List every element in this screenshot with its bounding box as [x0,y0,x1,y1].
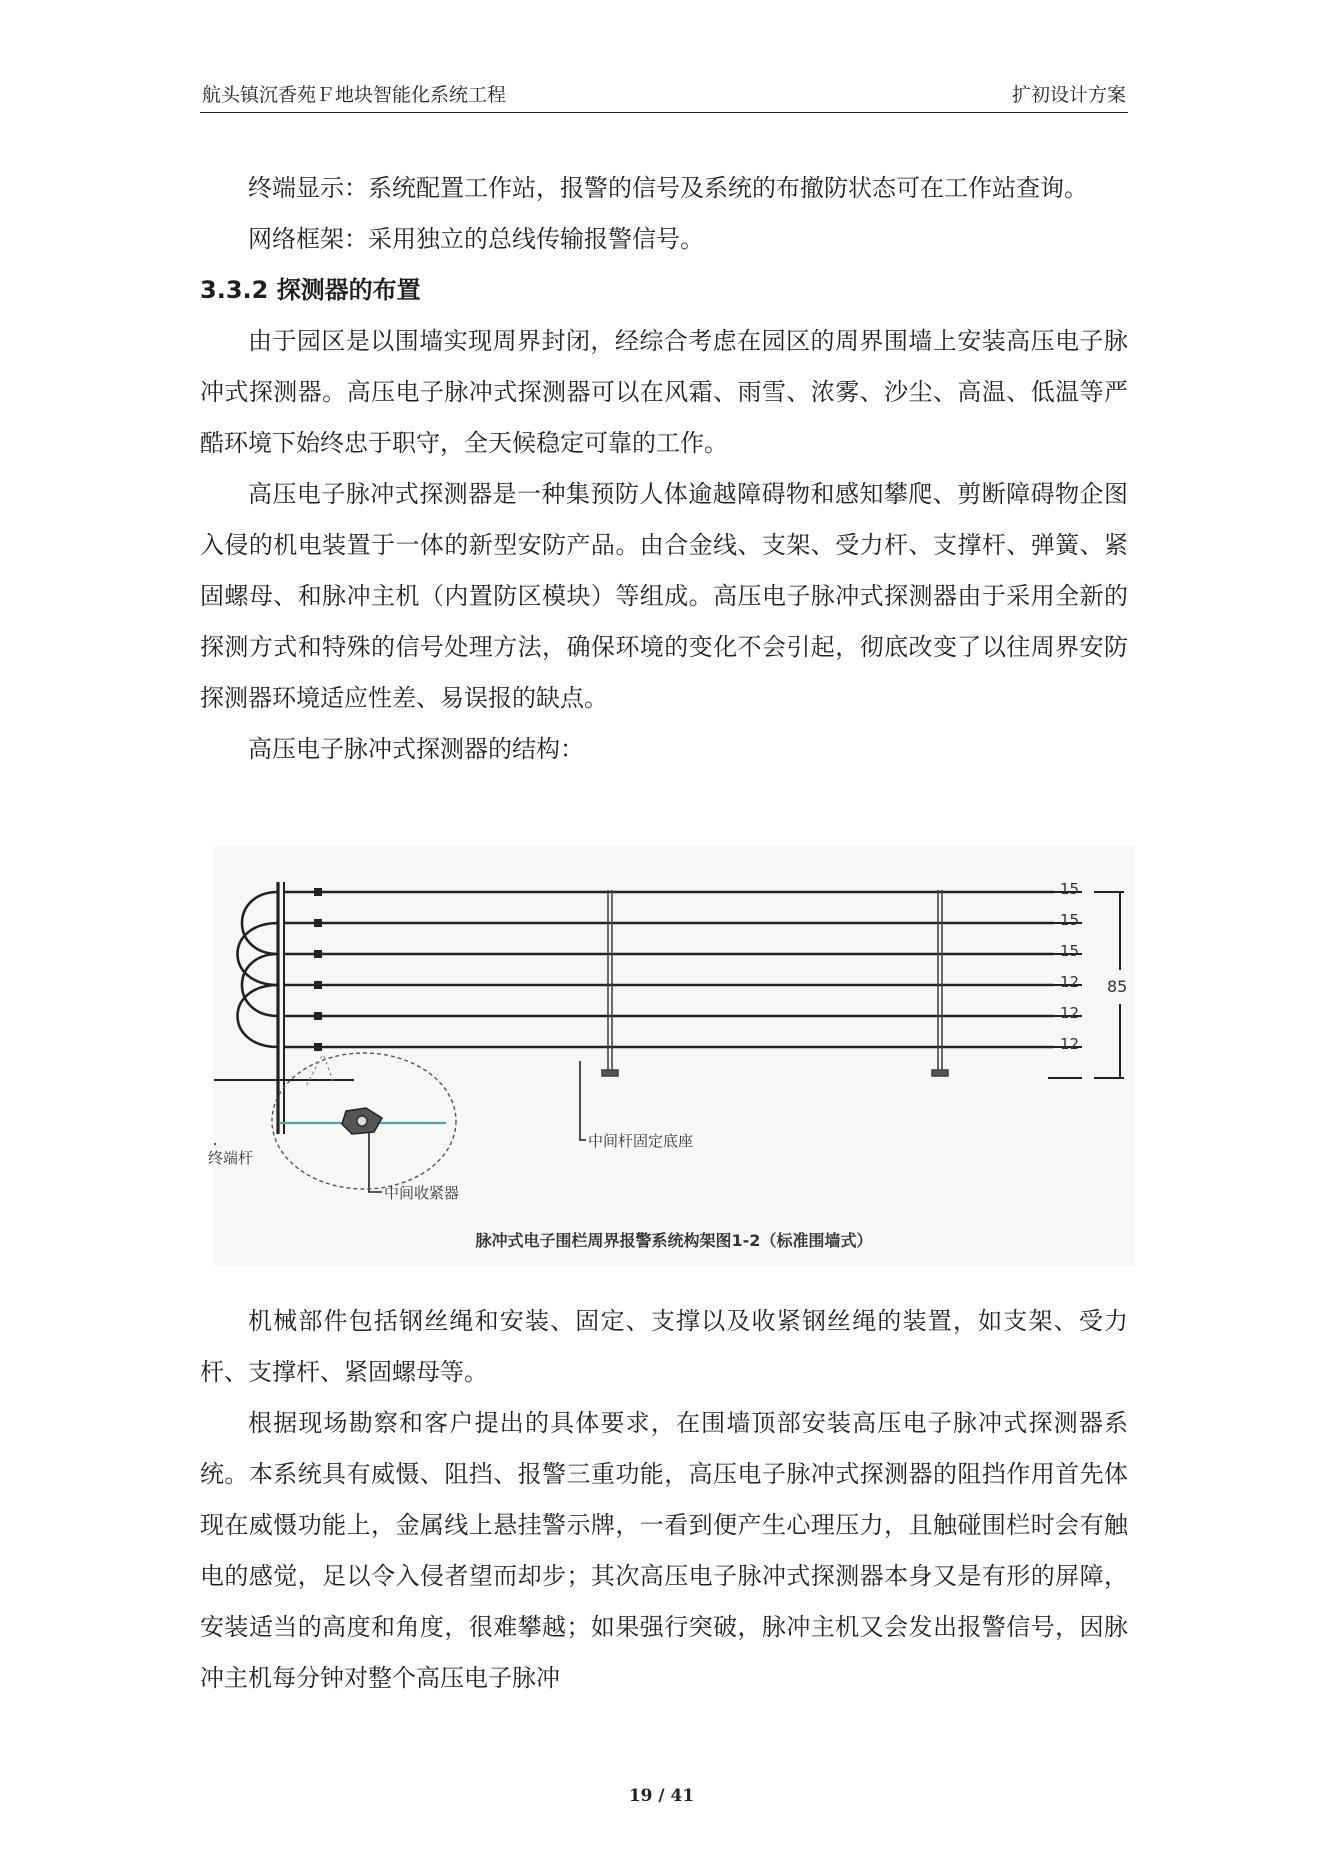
tensioner-detail-zoom [272,1053,456,1189]
paragraph-installation-functions: 根据现场勘察和客户提出的具体要求，在围墙顶部安装高压电子脉冲式探测器系统。本系统具有威慑、阻挡、报警三重功能，高压电子脉冲式探测器的阻挡作用首先体现在威慑功能上，金属线上悬挂警示牌，一看到便产生心理压力，且触碰围栏时会有触电的感觉，足以令入侵者望而却步；其次高压电子脉冲式探测器本身又是有形的屏障，安装适当的高度和角度，很难攀越；如果强行突破，脉冲主机又会发出报警信号，因脉冲主机每分钟对整个高压电子脉冲 [200,1409,1128,1692]
fence-structure-figure [208,846,1134,1266]
header-document-type: 扩初设计方案 [1011,84,1126,106]
fence-diagram [214,846,1134,1266]
dimension-label-1: 15 [1060,880,1080,898]
paragraph-network-framework: 网络框架：采用独立的总线传输报警信号。 [248,225,704,253]
terminal-pole-label: 终端杆 [208,1149,254,1167]
dimension-label-2: 15 [1060,911,1080,929]
header-project-title: 航头镇沉香苑Ｆ地块智能化系统工程 [202,84,507,106]
page-header [200,80,1128,113]
body-text-upper [200,163,1128,775]
terminal-pole-leader [214,1084,216,1144]
dimension-label-4: 12 [1060,973,1080,991]
mid-pole-base-leader [580,1061,586,1140]
dimension-label-5: 12 [1060,1004,1080,1022]
page-number: 19 / 41 [628,1786,695,1806]
body-text-lower [200,1296,1128,1704]
paragraph-terminal-display: 终端显示：系统配置工作站，报警的信号及系统的布撤防状态可在工作站查询。 [248,174,1088,202]
mid-tensioner-label: 中间收紧器 [384,1184,460,1202]
wire-tensioners [314,888,322,1051]
paragraph-detector-description: 高压电子脉冲式探测器是一种集预防人体逾越障碍物和感知攀爬、剪断障碍物企图入侵的机电装置于一体的新型安防产品。由合金线、支架、受力杆、支撑杆、弹簧、紧固螺母、和脉冲主机（内置防区模块）等组成。高压电子脉冲式探测器由于采用全新的探测方式和特殊的信号处理方法，确保环境的变化不会引起，彻底改变了以往周界安防探测器环境适应性差、易误报的缺点。 [200,480,1128,712]
total-height-label: 85 [1107,977,1128,996]
mid-post-2-base [932,1070,948,1076]
paragraph-mechanical-parts: 机械部件包括钢丝绳和安装、固定、支撑以及收紧钢丝绳的装置，如支架、受力杆、支撑杆、紧固螺母等。 [200,1307,1128,1386]
paragraph-detector-placement: 由于园区是以围墙实现周界封闭，经综合考虑在园区的周界围墙上安装高压电子脉冲式探测器。高压电子脉冲式探测器可以在风霜、雨雪、浓雾、沙尘、高温、低温等严酷环境下始终忠于职守，全天候稳定可靠的工作。 [200,327,1128,457]
dimension-label-3: 15 [1060,942,1080,960]
mid-post-1-base [602,1070,618,1076]
paragraph-structure-intro: 高压电子脉冲式探测器的结构： [248,735,584,763]
figure-caption: 脉冲式电子围栏周界报警系统构架图1-2（标准围墙式） [475,1231,873,1250]
dimension-label-6: 12 [1060,1035,1080,1053]
mid-pole-base-label: 中间杆固定底座 [588,1132,694,1150]
section-heading: 3.3.2 探测器的布置 [200,276,421,304]
